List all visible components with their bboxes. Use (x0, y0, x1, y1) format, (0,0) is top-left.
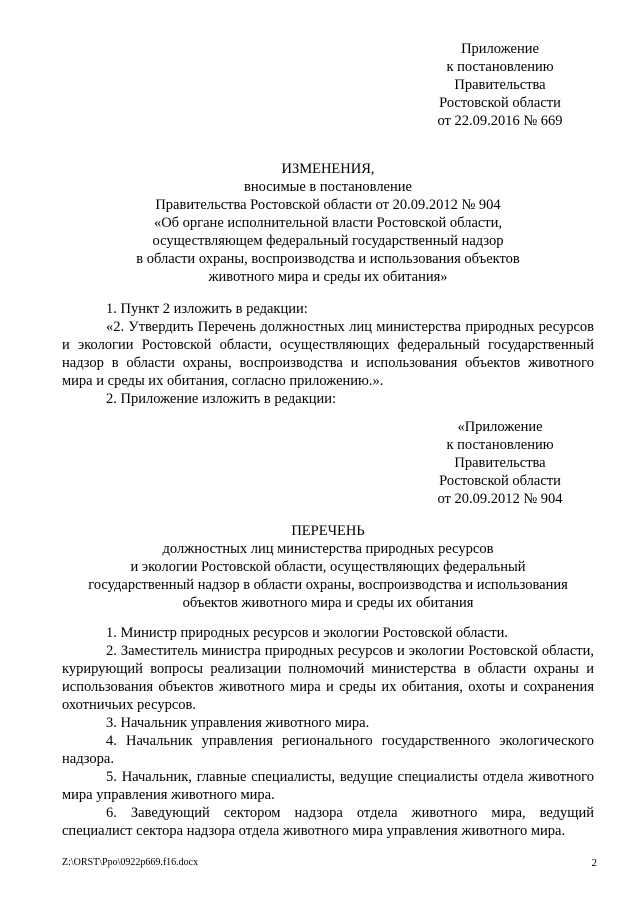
list-item: 5. Начальник, главные специалисты, ведущие специалисты отдела животного мира управления животного мира. (62, 769, 594, 803)
changes-line: Правительства Ростовской области от 20.09.2012 № 904 (155, 197, 501, 213)
appendix-inner-line: к постановлению (446, 437, 554, 453)
appendix-inner (420, 418, 580, 508)
appendix-line: от 22.09.2016 № 669 (437, 113, 563, 129)
list-title (62, 522, 594, 612)
list-item: 3. Начальник управления животного мира. (106, 715, 370, 731)
appendix-inner-line: Правительства (454, 455, 546, 471)
changes-heading: ИЗМЕНЕНИЯ, (281, 161, 375, 177)
list-heading: ПЕРЕЧЕНЬ (291, 523, 365, 539)
appendix-line: Приложение (461, 41, 539, 57)
item-2: 2. Приложение изложить в редакции: (106, 391, 337, 407)
appendix-inner-line: от 20.09.2012 № 904 (437, 491, 563, 507)
item-1-text: «2. Утвердить Перечень должностных лиц министерства природных ресурсов и экологии Ростовской области, осуществляющих федеральный государственный надзор в области охраны, воспроизводства и использования объектов животного мира и среды их обитания, согласно приложению.». (62, 319, 594, 389)
changes-line: в области охраны, воспроизводства и использования объектов (136, 251, 520, 267)
list-title-line: государственный надзор в области охраны, воспроизводства и использования (88, 577, 568, 593)
item-1: 1. Пункт 2 изложить в редакции: (106, 301, 308, 317)
list-item: 2. Заместитель министра природных ресурсов и экологии Ростовской области, курирующий вопросы реализации полномочий министерства в области охраны и использования объектов животного мира и среды их обитания, охоты и сохранения охотничьих ресурсов. (62, 643, 594, 713)
changes-line: осуществляющем федеральный государственный надзор (152, 233, 504, 249)
changes-line: «Об органе исполнительной власти Ростовской области, (153, 215, 503, 231)
appendix-inner-line: «Приложение (457, 419, 543, 435)
list-title-line: и экологии Ростовской области, осуществляющих федеральный (130, 559, 526, 575)
appendix-header (420, 40, 580, 130)
changes-line: вносимые в постановление (244, 179, 412, 195)
changes-line: животного мира и среды их обитания» (208, 269, 448, 285)
file-path: Z:\ORST\Ppo\0922p669.f16.docx (62, 857, 199, 868)
list-title-line: должностных лиц министерства природных ресурсов (162, 541, 494, 557)
appendix-inner-line: Ростовской области (439, 473, 561, 489)
appendix-line: к постановлению (446, 59, 554, 75)
changes-title (62, 160, 594, 286)
list-item: 4. Начальник управления регионального государственного экологического надзора. (62, 733, 594, 767)
list-item: 6. Заведующий сектором надзора отдела животного мира, ведущий специалист сектора надзора отдела животного мира управления животного мира. (62, 805, 594, 839)
list-item: 1. Министр природных ресурсов и экологии Ростовской области. (106, 625, 508, 641)
list-title-line: объектов животного мира и среды их обитания (182, 595, 474, 611)
appendix-line: Ростовской области (439, 95, 561, 111)
page-number: 2 (591, 857, 597, 869)
appendix-line: Правительства (454, 77, 546, 93)
